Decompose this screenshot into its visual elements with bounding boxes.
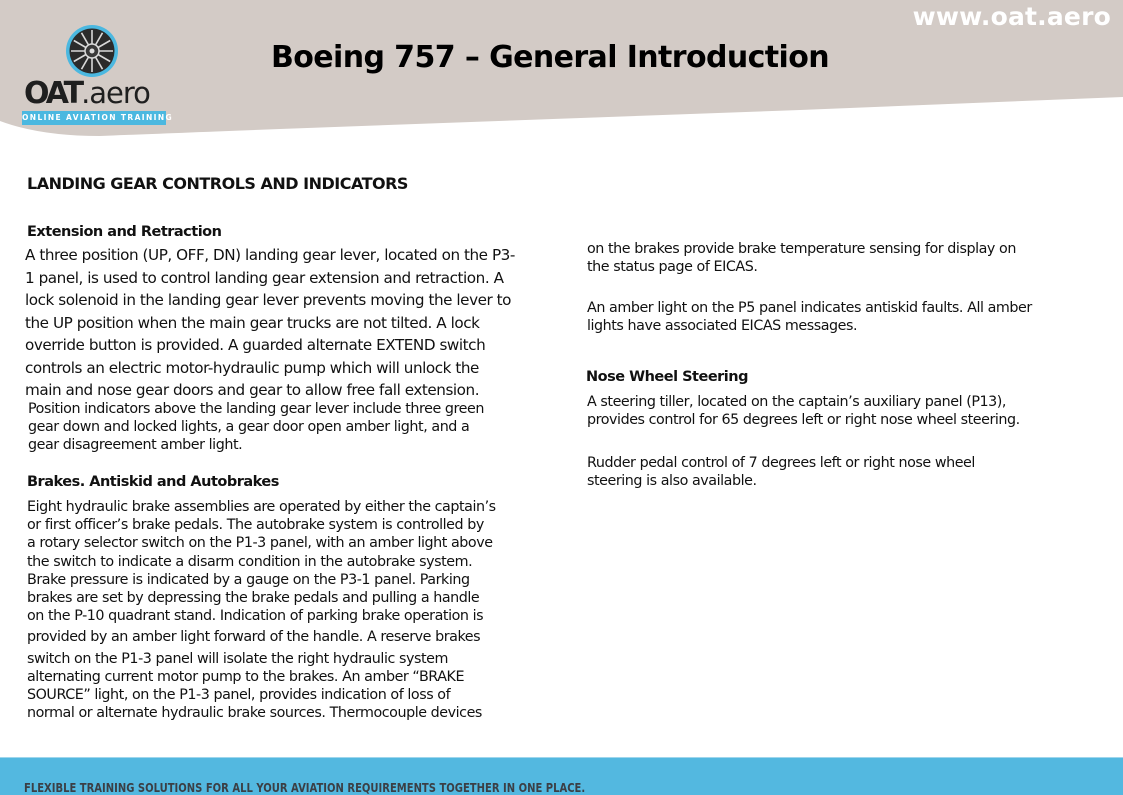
text-line: the switch to indicate a disarm condition in the autobrake system. (27, 553, 473, 570)
text-line: Brake pressure is indicated by a gauge on the P3-1 panel. Parking (27, 571, 470, 588)
heading-brakes: Brakes. Antiskid and Autobrakes (27, 474, 279, 490)
text-line: An amber light on the P5 panel indicates antiskid faults. All amber (587, 300, 1032, 316)
paragraph-brakes (27, 498, 496, 722)
logo-wordmark (24, 77, 150, 110)
paragraph-antiskid (587, 299, 1032, 335)
site-url[interactable]: www.oat.aero (912, 2, 1111, 31)
text-line: controls an electric motor-hydraulic pump which will unlock the (25, 358, 479, 377)
text-line: normal or alternate hydraulic brake sources. Thermocouple devices (27, 705, 482, 722)
text-line: override button is provided. A guarded alternate EXTEND switch (25, 336, 486, 354)
logo-word-light: .aero (81, 76, 150, 110)
text-line: lights have associated EICAS messages. (587, 318, 858, 335)
text-line: Position indicators above the landing gear lever include three green (28, 401, 484, 417)
text-line: switch on the P1-3 panel will isolate the right hydraulic system (27, 650, 448, 667)
text-line: on the brakes provide brake temperature sensing for display on (587, 241, 1016, 257)
text-line: Rudder pedal control of 7 degrees left or right nose wheel (587, 455, 975, 471)
paragraph-position-indicators (28, 400, 484, 455)
heading-nose-wheel-steering: Nose Wheel Steering (586, 369, 748, 385)
section-title: LANDING GEAR CONTROLS AND INDICATORS (27, 174, 408, 193)
text-line: SOURCE” light, on the P1-3 panel, provides indication of loss of (27, 687, 451, 704)
paragraph-extension (25, 244, 515, 402)
text-line: main and nose gear doors and gear to allow free fall extension. (25, 381, 480, 399)
text-line: the status page of EICAS. (587, 259, 758, 276)
text-line: gear disagreement amber light. (28, 437, 243, 454)
logo-word-bold: OAT (24, 76, 82, 111)
paragraph-brake-temperature (587, 240, 1016, 276)
text-line: on the P-10 quadrant stand. Indication of parking brake operation is (27, 608, 484, 625)
paragraph-steering-tiller (587, 393, 1020, 429)
text-line: A steering tiller, located on the captain’s auxiliary panel (P13), (587, 394, 1007, 410)
text-line: steering is also available. (587, 473, 757, 490)
logo-tagline: ONLINE AVIATION TRAINING (22, 111, 166, 125)
text-line: provides control for 65 degrees left or right nose wheel steering. (587, 412, 1020, 429)
text-line: A three position (UP, OFF, DN) landing gear lever, located on the P3- (25, 246, 515, 264)
text-line: provided by an amber light forward of the handle. A reserve brakes (27, 629, 481, 646)
text-line: the UP position when the main gear trucks are not tilted. A lock (25, 313, 480, 332)
footer-band (0, 757, 1123, 795)
footer-tagline: FLEXIBLE TRAINING SOLUTIONS FOR ALL YOUR AVIATION REQUIREMENTS TOGETHER IN ONE PLACE. (24, 780, 586, 795)
heading-extension-retraction: Extension and Retraction (27, 224, 222, 240)
oat-logo[interactable] (22, 22, 174, 128)
text-line: gear down and locked lights, a gear door open amber light, and a (28, 419, 470, 436)
text-line: lock solenoid in the landing gear lever prevents moving the lever to (25, 291, 512, 309)
page-title: Boeing 757 – General Introduction (270, 40, 829, 75)
text-line: a rotary selector switch on the P1-3 panel, with an amber light above (27, 535, 493, 552)
text-line: 1 panel, is used to control landing gear extension and retraction. A (25, 268, 504, 287)
text-line: alternating current motor pump to the brakes. An amber “BRAKE (27, 668, 465, 685)
text-line: brakes are set by depressing the brake pedals and pulling a handle (27, 590, 480, 607)
text-line: Eight hydraulic brake assemblies are operated by either the captain’s (27, 499, 496, 515)
text-line: or first officer’s brake pedals. The autobrake system is controlled by (27, 517, 484, 534)
paragraph-rudder-pedal (587, 454, 975, 490)
